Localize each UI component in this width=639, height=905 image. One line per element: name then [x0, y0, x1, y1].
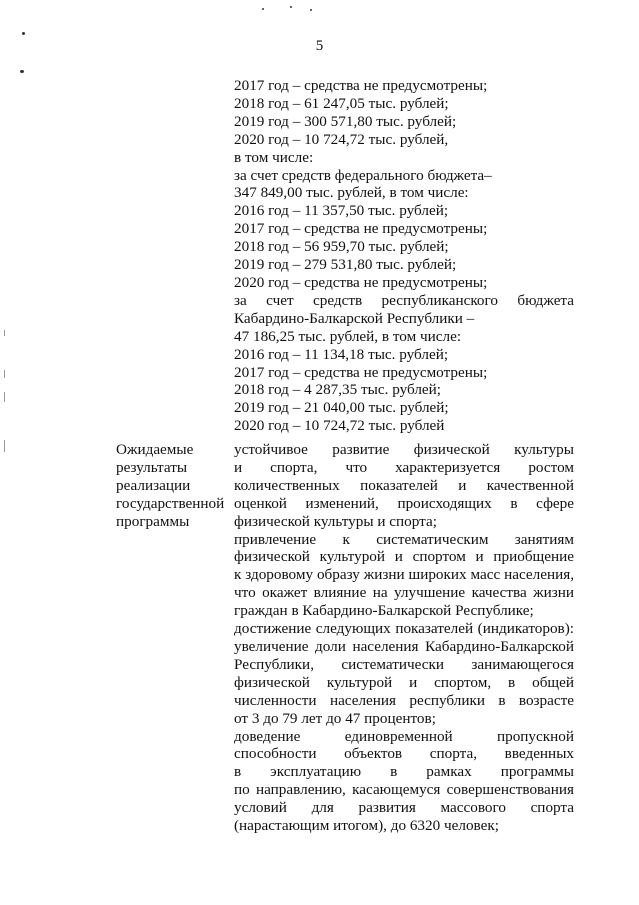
funding-line: Кабардино-Балкарской Республики –: [234, 309, 475, 327]
results-line: численности населения республики в возрасте: [234, 691, 574, 709]
funding-line: 2020 год – средства не предусмотрены;: [234, 273, 488, 291]
funding-line: 2018 год – 4 287,35 тыс. рублей;: [234, 381, 442, 399]
scan-speck: [20, 70, 24, 73]
results-line: доведение единовременной пропускной: [234, 727, 574, 745]
results-line: в эксплуатацию в рамках программы: [234, 763, 574, 781]
results-line: привлечение к систематическим занятиям: [234, 530, 574, 548]
results-line: физической культуры и спорта;: [234, 512, 437, 530]
results-line: оценкой изменений, происходящих в сфере: [234, 494, 574, 512]
funding-line: в том числе:: [234, 148, 314, 166]
funding-line: 2018 год – 61 247,05 тыс. рублей;: [234, 94, 449, 112]
funding-line: 2017 год – средства не предусмотрены;: [234, 220, 488, 238]
results-label-line: государственной: [116, 494, 225, 512]
funding-line: 2016 год – 11 134,18 тыс. рублей;: [234, 345, 449, 363]
funding-line: 2017 год – средства не предусмотрены;: [234, 77, 488, 94]
funding-line: за счет средств республиканского бюджета: [234, 291, 574, 309]
scan-speck: [290, 6, 292, 8]
scan-speck: [22, 32, 25, 35]
scan-speck: [310, 9, 312, 11]
results-line: Республики, систематически занимающегося: [234, 655, 574, 673]
results-line: физической культурой и спортом, в общей: [234, 673, 574, 691]
margin-marks: [4, 330, 6, 460]
results-label: [116, 441, 228, 531]
results-line: и спорта, что характеризуется ростом: [234, 458, 574, 476]
results-line: количественных показателей и качественной: [234, 476, 574, 494]
results-line: условий для развития массового спорта: [234, 799, 574, 817]
results-line: к здоровому образу жизни широких масс населения,: [234, 566, 574, 584]
funding-line: 2016 год – 11 357,50 тыс. рублей;: [234, 202, 449, 220]
funding-line: 2018 год – 56 959,70 тыс. рублей;: [234, 238, 449, 256]
results-label-line: программы: [116, 512, 190, 530]
results-line: физической культурой и спортом и приобщение: [234, 548, 574, 566]
results-line: (нарастающим итогом), до 6320 человек;: [234, 817, 499, 835]
funding-line: 2019 год – 300 571,80 тыс. рублей;: [234, 112, 457, 130]
results-line: достижение следующих показателей (индикаторов):: [234, 620, 574, 638]
funding-line: 347 849,00 тыс. рублей, в том числе:: [234, 184, 469, 202]
results-line: по направлению, касающемуся совершенствования: [234, 781, 574, 799]
funding-line: 2017 год – средства не предусмотрены;: [234, 363, 488, 381]
funding-line: за счет средств федерального бюджета–: [234, 166, 492, 184]
results-line: устойчивое развитие физической культуры: [234, 441, 574, 458]
results-label-line: результаты: [116, 458, 188, 476]
funding-line: 2019 год – 279 531,80 тыс. рублей;: [234, 256, 457, 274]
funding-line: 47 186,25 тыс. рублей, в том числе:: [234, 327, 462, 345]
funding-line: 2020 год – 10 724,72 тыс. рублей: [234, 417, 445, 435]
results-line: способности объектов спорта, введенных: [234, 745, 574, 763]
results-line: граждан в Кабардино-Балкарской Республике;: [234, 602, 534, 620]
results-line: что окажет влияние на улучшение качества жизни: [234, 584, 574, 602]
funding-line: 2020 год – 10 724,72 тыс. рублей,: [234, 130, 449, 148]
funding-line: 2019 год – 21 040,00 тыс. рублей;: [234, 399, 449, 417]
results-label-line: реализации: [116, 476, 191, 494]
scan-speck: [262, 8, 264, 10]
results-label-line: Ожидаемые: [116, 441, 194, 458]
page-number: 5: [315, 38, 324, 54]
results-block: [234, 441, 574, 835]
funding-block: [234, 77, 574, 435]
results-line: от 3 до 79 лет до 47 процентов;: [234, 709, 436, 727]
results-line: увеличение доли населения Кабардино-Балкарской: [234, 637, 574, 655]
